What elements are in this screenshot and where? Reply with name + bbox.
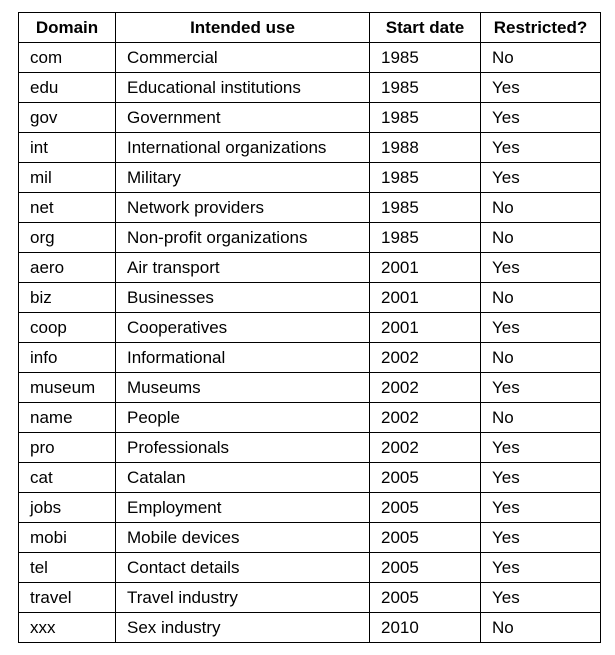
cell-domain: biz: [19, 283, 116, 313]
cell-intended-use: Network providers: [116, 193, 370, 223]
table-row: [19, 373, 601, 403]
cell-restricted: Yes: [481, 583, 601, 613]
table-row: [19, 613, 601, 643]
cell-intended-use: Commercial: [116, 43, 370, 73]
cell-start-date: 2005: [370, 493, 481, 523]
cell-intended-use: Travel industry: [116, 583, 370, 613]
cell-restricted: No: [481, 43, 601, 73]
table-row: [19, 343, 601, 373]
cell-intended-use: Contact details: [116, 553, 370, 583]
cell-domain: com: [19, 43, 116, 73]
cell-start-date: 2005: [370, 463, 481, 493]
table-row: [19, 313, 601, 343]
cell-restricted: Yes: [481, 463, 601, 493]
cell-intended-use: Cooperatives: [116, 313, 370, 343]
cell-intended-use: Government: [116, 103, 370, 133]
table-row: [19, 283, 601, 313]
table-row: [19, 73, 601, 103]
cell-restricted: No: [481, 613, 601, 643]
cell-start-date: 2002: [370, 343, 481, 373]
cell-domain: pro: [19, 433, 116, 463]
header-intended-use: Intended use: [116, 13, 370, 43]
cell-start-date: 2001: [370, 283, 481, 313]
cell-intended-use: Informational: [116, 343, 370, 373]
cell-start-date: 2005: [370, 583, 481, 613]
header-start-date: Start date: [370, 13, 481, 43]
cell-intended-use: Museums: [116, 373, 370, 403]
table-row: [19, 133, 601, 163]
cell-domain: info: [19, 343, 116, 373]
table-row: [19, 493, 601, 523]
cell-intended-use: Mobile devices: [116, 523, 370, 553]
table-row: [19, 583, 601, 613]
cell-domain: edu: [19, 73, 116, 103]
cell-start-date: 2010: [370, 613, 481, 643]
header-row: [19, 13, 601, 43]
cell-domain: org: [19, 223, 116, 253]
cell-start-date: 2002: [370, 433, 481, 463]
cell-restricted: Yes: [481, 523, 601, 553]
cell-restricted: Yes: [481, 163, 601, 193]
table-row: [19, 403, 601, 433]
cell-start-date: 1985: [370, 103, 481, 133]
cell-start-date: 1985: [370, 43, 481, 73]
cell-restricted: Yes: [481, 253, 601, 283]
table-row: [19, 433, 601, 463]
cell-start-date: 1985: [370, 73, 481, 103]
cell-restricted: Yes: [481, 73, 601, 103]
table-header: [19, 13, 601, 43]
cell-start-date: 2001: [370, 253, 481, 283]
cell-domain: coop: [19, 313, 116, 343]
cell-start-date: 1985: [370, 193, 481, 223]
cell-intended-use: Professionals: [116, 433, 370, 463]
cell-restricted: No: [481, 193, 601, 223]
cell-restricted: Yes: [481, 373, 601, 403]
cell-intended-use: Non-profit organizations: [116, 223, 370, 253]
cell-domain: travel: [19, 583, 116, 613]
cell-intended-use: Businesses: [116, 283, 370, 313]
cell-restricted: No: [481, 283, 601, 313]
table-body: [19, 43, 601, 643]
cell-intended-use: Catalan: [116, 463, 370, 493]
header-restricted: Restricted?: [481, 13, 601, 43]
cell-intended-use: Employment: [116, 493, 370, 523]
table-row: [19, 163, 601, 193]
cell-start-date: 1985: [370, 223, 481, 253]
cell-restricted: Yes: [481, 433, 601, 463]
table-row: [19, 103, 601, 133]
cell-restricted: Yes: [481, 553, 601, 583]
cell-intended-use: International organizations: [116, 133, 370, 163]
domain-table: [18, 12, 601, 643]
cell-domain: int: [19, 133, 116, 163]
cell-domain: aero: [19, 253, 116, 283]
cell-domain: museum: [19, 373, 116, 403]
cell-domain: tel: [19, 553, 116, 583]
cell-restricted: Yes: [481, 313, 601, 343]
cell-domain: jobs: [19, 493, 116, 523]
header-domain: Domain: [19, 13, 116, 43]
cell-domain: xxx: [19, 613, 116, 643]
cell-restricted: No: [481, 223, 601, 253]
cell-start-date: 2001: [370, 313, 481, 343]
cell-start-date: 2005: [370, 553, 481, 583]
table-row: [19, 463, 601, 493]
cell-domain: cat: [19, 463, 116, 493]
cell-start-date: 2005: [370, 523, 481, 553]
table-row: [19, 43, 601, 73]
cell-start-date: 2002: [370, 373, 481, 403]
table-row: [19, 193, 601, 223]
cell-intended-use: Educational institutions: [116, 73, 370, 103]
cell-intended-use: People: [116, 403, 370, 433]
cell-restricted: No: [481, 343, 601, 373]
table-row: [19, 253, 601, 283]
cell-restricted: Yes: [481, 493, 601, 523]
cell-domain: mobi: [19, 523, 116, 553]
cell-restricted: Yes: [481, 133, 601, 163]
cell-intended-use: Sex industry: [116, 613, 370, 643]
cell-domain: mil: [19, 163, 116, 193]
cell-domain: name: [19, 403, 116, 433]
cell-domain: net: [19, 193, 116, 223]
cell-restricted: Yes: [481, 103, 601, 133]
cell-intended-use: Air transport: [116, 253, 370, 283]
cell-intended-use: Military: [116, 163, 370, 193]
table-row: [19, 523, 601, 553]
cell-start-date: 2002: [370, 403, 481, 433]
table-row: [19, 553, 601, 583]
cell-start-date: 1988: [370, 133, 481, 163]
cell-start-date: 1985: [370, 163, 481, 193]
table-row: [19, 223, 601, 253]
cell-domain: gov: [19, 103, 116, 133]
cell-restricted: No: [481, 403, 601, 433]
